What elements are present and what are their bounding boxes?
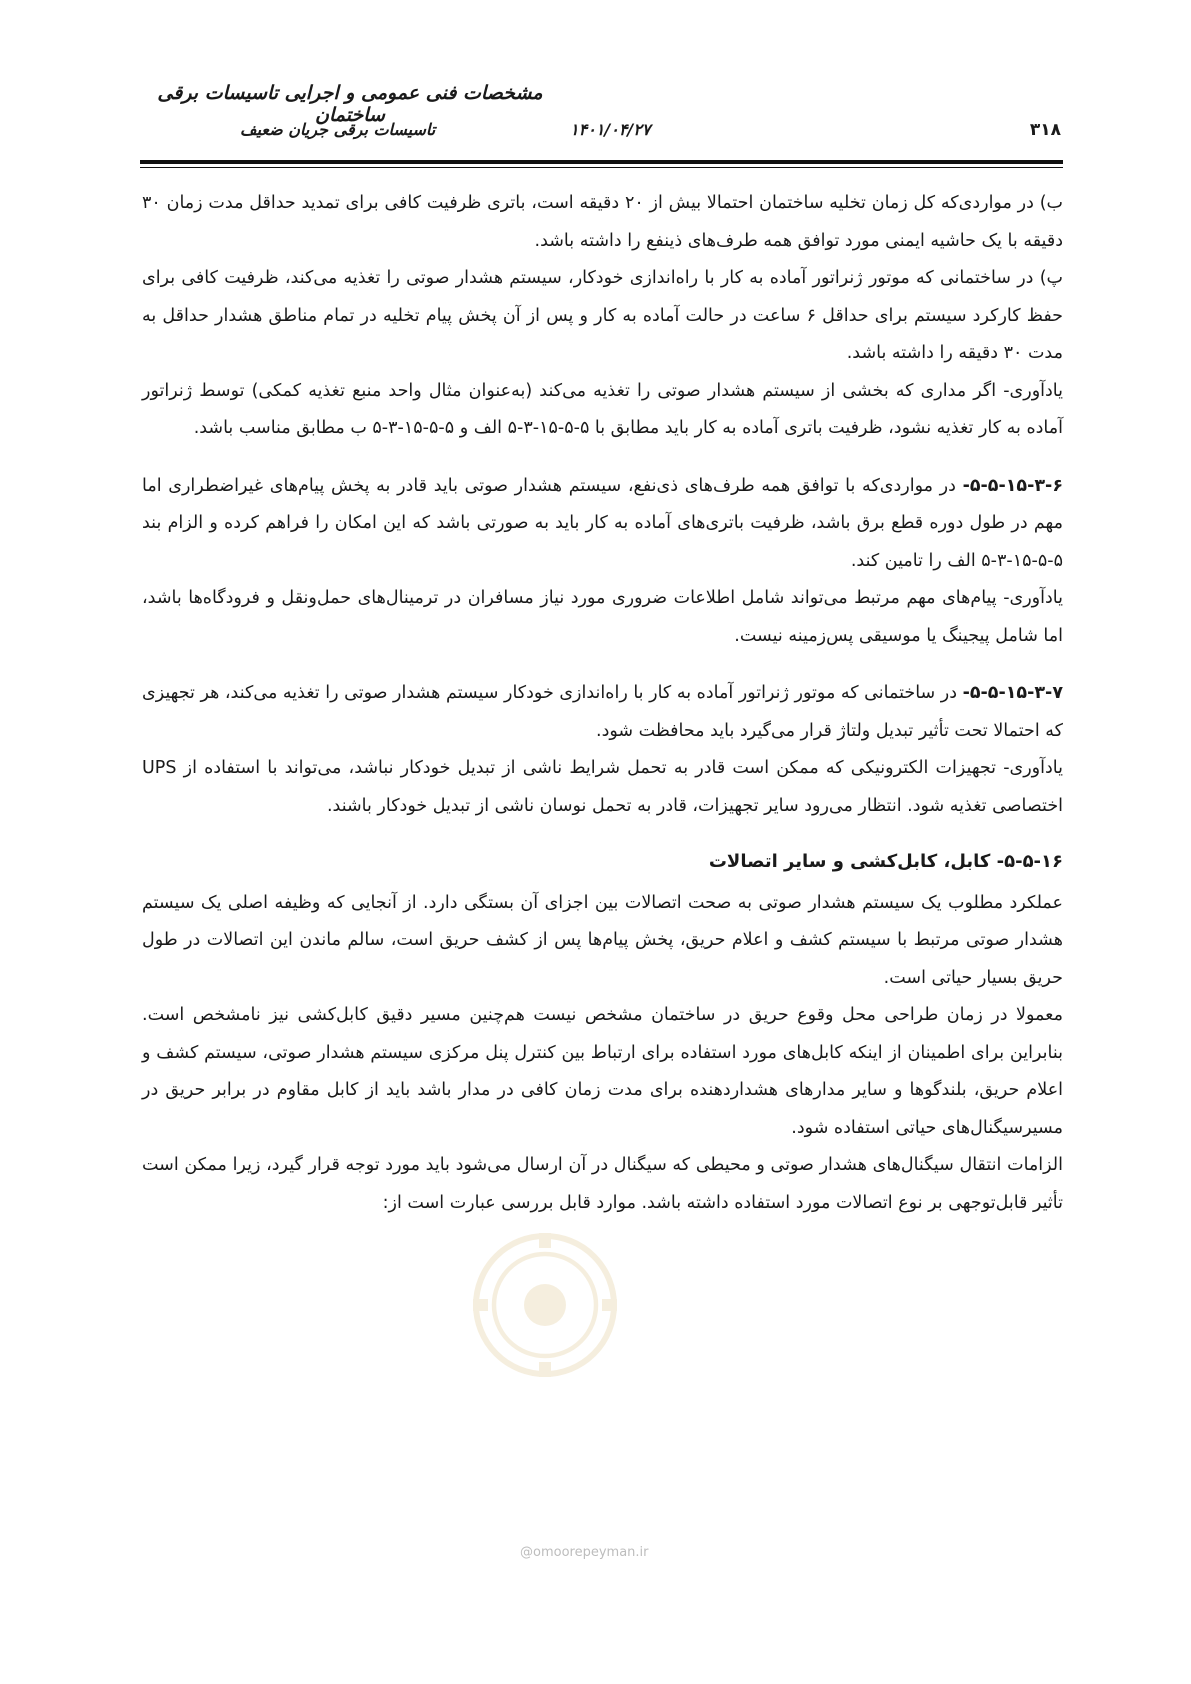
body-paragraph: عملکرد مطلوب یک سیستم هشدار صوتی به صحت اتصالات بین اجزای آن بستگی دارد. از آنجایی که وظیفه اصلی یک سیستم هشدار صوتی مرتبط با سیستم کشف و اعلام حریق، پخش پیام‌ها پس از کشف حریق است، سالم ماندن این اتصالات در طول حریق بسیار حیاتی است.	[142, 892, 1063, 988]
page-number: ۳۱۸	[1029, 120, 1061, 140]
header-rule-thin	[140, 167, 1063, 168]
watermark-url: @omoorepeyman.ir	[520, 1545, 649, 1560]
document-date: ۱۴۰۱/۰۴/۲۷	[570, 120, 651, 139]
document-title: مشخصات فنی عمومی و اجرایی تاسیسات برقی ساختمان	[157, 82, 543, 126]
paragraph-b: ب) در مواردی‌که کل زمان تخلیه ساختمان احتمالا بیش از ۲۰ دقیقه است، باتری ظرفیت کافی برای تمدید حداقل مدت زمان ۳۰ دقیقه با یک حاشیه ایمنی مورد توافق همه طرف‌های ذینفع را داشته باشد.	[142, 193, 1063, 251]
note-paragraph: یادآوری- اگر مداری که بخشی از سیستم هشدار صوتی را تغذیه می‌کند (به‌عنوان مثال واحد منبع تغذیه کمکی) توسط ژنراتور آماده به کار تغذیه نشود، ظرفیت باتری آماده به کار باید مطابق با ۵-۵-۱۵-۳-۵ الف و ۵-۵-۱۵-۳-۵ ب مطابق مناسب باشد.	[142, 380, 1063, 438]
page-body	[142, 185, 1063, 1222]
clause-number: ۵-۵-۱۵-۳-۷-	[962, 683, 1063, 703]
body-paragraph: معمولا در زمان طراحی محل وقوع حریق در ساختمان مشخص نیست هم‌چنین مسیر دقیق کابل‌کشی نیز نامشخص است. بنابراین برای اطمینان از اینکه کابل‌های مورد استفاده برای ارتباط بین کنترل پنل مرکزی سیستم هشدار صوتی، سیستم کشف و اعلام حریق، بلندگوها و سایر مدارهای هشداردهنده برای مدت زمان کافی در مدار باشد باید از کابل مقاوم در برابر حریق در مسیرسیگنال‌های حیاتی استفاده شود.	[142, 1005, 1063, 1138]
page-header	[140, 120, 1061, 150]
watermark-logo-icon	[470, 1230, 620, 1380]
clause-text: در ساختمانی که موتور ژنراتور آماده به کار با راه‌اندازی خودکار سیستم هشدار صوتی را تغذیه می‌کند، هر تجهیزی که احتمالا تحت تأثیر تبدیل ولتاژ قرار می‌گیرد باید محافظت شود.	[142, 683, 1063, 741]
note-paragraph: یادآوری- تجهیزات الکترونیکی که ممکن است قادر به تحمل شرایط ناشی از تبدیل خودکار نباشد، می‌تواند با استفاده از UPS اختصاصی تغذیه شود. انتظار می‌رود سایر تجهیزات، قادر به تحمل نوسان ناشی از تبدیل خودکار باشند.	[142, 758, 1063, 816]
clause-number: ۵-۵-۱۵-۳-۶-	[962, 475, 1063, 496]
section-heading: ۵-۵-۱۶- کابل، کابل‌کشی و سایر اتصالات	[708, 851, 1063, 872]
header-rule-thick	[140, 160, 1063, 164]
note-paragraph: یادآوری- پیام‌های مهم مرتبط می‌تواند شامل اطلاعات ضروری مورد نیاز مسافران در ترمینال‌های حمل‌ونقل و فرودگاه‌ها باشد، اما شامل پیجینگ یا موسیقی پس‌زمینه نیست.	[142, 588, 1063, 646]
body-paragraph: الزامات انتقال سیگنال‌های هشدار صوتی و محیطی که سیگنال در آن ارسال می‌شود باید مورد توجه قرار گیرد، زیرا ممکن است تأثیر قابل‌توجهی بر نوع اتصالات مورد استفاده داشته باشد. موارد قابل بررسی عبارت است از:	[142, 1155, 1063, 1213]
clause-paragraph	[142, 675, 1063, 750]
clause-paragraph	[142, 468, 1063, 581]
section-subtitle: تاسیسات برقی جریان ضعیف	[240, 120, 436, 139]
paragraph-p: پ) در ساختمانی که موتور ژنراتور آماده به کار با راه‌اندازی خودکار، سیستم هشدار صوتی را تغذیه می‌کند، ظرفیت کافی برای حفظ کارکرد سیستم برای حداقل ۶ ساعت در حالت آماده به کار و پس از آن پخش پیام تخلیه در تمام مناطق هشدار حداقل به مدت ۳۰ دقیقه را داشته باشد.	[142, 268, 1064, 363]
clause-text: در مواردی‌که با توافق همه طرف‌های ذی‌نفع، سیستم هشدار صوتی باید قادر به پخش پیام‌های غیراضطراری اما مهم در طول دوره قطع برق باشد، ظرفیت باتری‌های آماده به کار باید به صورتی باشد که این امکان را فراهم کرده و الزام بند ۵-۵-۱۵-۳-۵ الف را تامین کند.	[142, 475, 1063, 571]
